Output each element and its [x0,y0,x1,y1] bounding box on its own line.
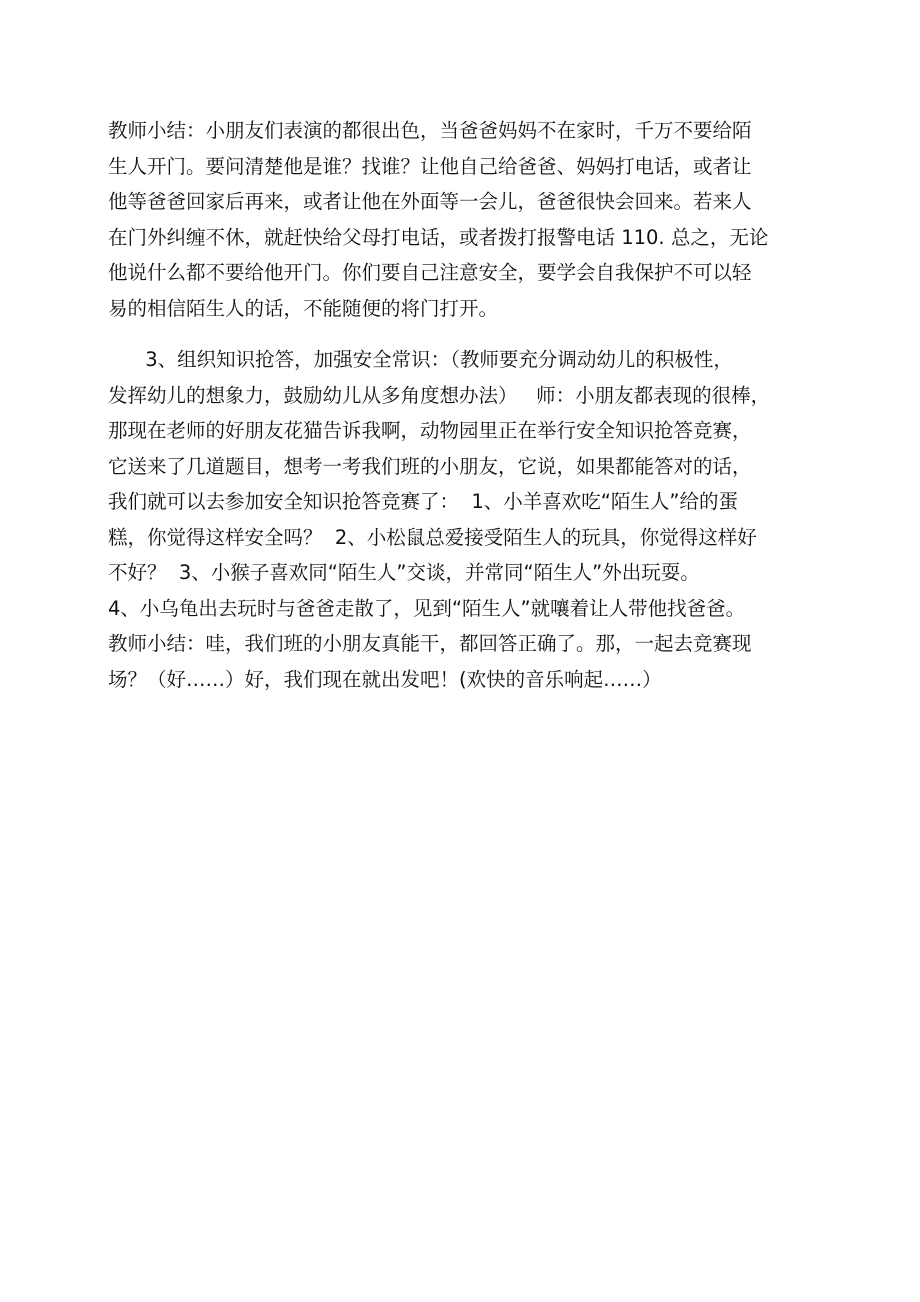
text-line: 生人开门。要问清楚他是谁？找谁？让他自己给爸爸、妈妈打电话，或者让 [108,154,752,178]
text-line: 他等爸爸回家后再来，或者让他在外面等一会儿，爸爸很快会回来。若来人 [108,190,752,213]
text-line: 在门外纠缠不休，就赶快给父母打电话，或者拨打报警电话 110. 总之，无论 [108,225,769,249]
text-line: 4、小乌龟出去玩时与爸爸走散了，见到“陌生人”就嚷着让人带他找爸爸。 [108,596,746,620]
text-line: 糕，你觉得这样安全吗？ 2、小松鼠总爱接受陌生人的玩具，你觉得这样好 [108,525,757,549]
text-line: 场？（好……）好，我们现在就出发吧！(欢快的音乐响起……） [108,667,662,691]
text-line: 那现在老师的好朋友花猫告诉我啊，动物园里正在举行安全知识抢答竞赛， [108,419,752,442]
text-line: 他说什么都不要给他开门。你们要自己注意安全，要学会自我保护不可以轻 [108,261,752,284]
text-line: 发挥幼儿的想象力，鼓励幼儿从多角度想办法） 师：小朋友都表现的很棒， [108,383,771,407]
text-line: 我们就可以去参加安全知识抢答竞赛了： 1、小羊喜欢吃“陌生人”给的蛋 [108,490,739,513]
text-line: 易的相信陌生人的话，不能随便的将门打开。 [108,296,499,320]
text-line: 教师小结：小朋友们表演的都很出色，当爸爸妈妈不在家时，千万不要给陌 [108,119,752,142]
paragraph-knowledge-quiz [108,342,823,697]
text-line: 3、组织知识抢答，加强安全常识：（教师要充分调动幼儿的积极性， [108,348,733,371]
paragraph-teacher-summary [108,113,823,326]
text-line: 教师小结：哇，我们班的小朋友真能干，都回答正确了。那，一起去竞赛现 [108,632,752,655]
text-line: 不好？ 3、小猴子喜欢同“陌生人”交谈，并常同“陌生人”外出玩耍。 [108,561,700,584]
text-line: 它送来了几道题目，想考一考我们班的小朋友，它说，如果都能答对的话， [108,454,752,478]
